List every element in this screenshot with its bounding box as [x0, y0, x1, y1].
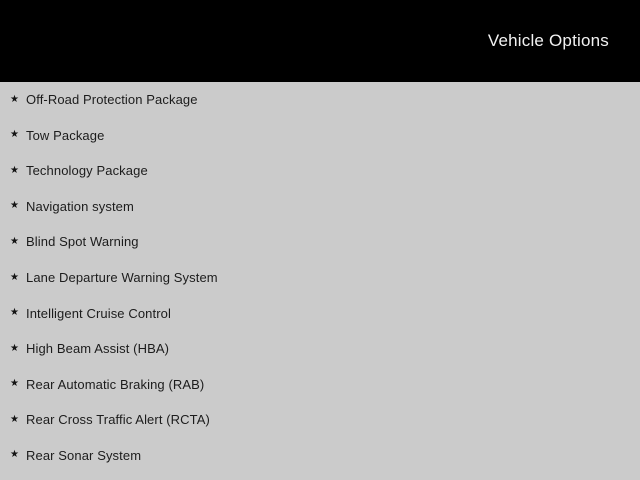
vehicle-options-list — [0, 82, 640, 473]
option-label: Navigation system — [26, 198, 134, 214]
option-label: High Beam Assist (HBA) — [26, 341, 170, 357]
list-item — [0, 118, 640, 154]
list-item — [0, 295, 640, 331]
star-bullet-icon: ★ — [10, 235, 19, 247]
option-label: Rear Sonar System — [26, 447, 142, 463]
star-bullet-icon: ★ — [10, 342, 19, 354]
list-item — [0, 402, 640, 438]
list-item — [0, 331, 640, 367]
list-item — [0, 189, 640, 225]
star-bullet-icon: ★ — [10, 93, 19, 105]
option-label: Off-Road Protection Package — [26, 92, 198, 108]
option-label: Intelligent Cruise Control — [26, 305, 171, 321]
option-label: Blind Spot Warning — [26, 234, 139, 250]
option-label: Rear Automatic Braking (RAB) — [26, 376, 205, 392]
star-bullet-icon: ★ — [10, 164, 19, 176]
header-bar — [0, 0, 640, 82]
page-title: Vehicle Options — [487, 31, 609, 50]
list-item — [0, 153, 640, 189]
option-label: Rear Cross Traffic Alert (RCTA) — [26, 412, 210, 428]
list-item — [0, 260, 640, 296]
list-item — [0, 437, 640, 473]
star-bullet-icon: ★ — [10, 129, 19, 141]
star-bullet-icon: ★ — [10, 413, 19, 425]
option-label: Lane Departure Warning System — [26, 270, 218, 285]
list-item — [0, 366, 640, 402]
star-bullet-icon: ★ — [10, 378, 19, 390]
star-bullet-icon: ★ — [10, 271, 19, 283]
star-bullet-icon: ★ — [10, 200, 19, 212]
list-item — [0, 82, 640, 118]
star-bullet-icon: ★ — [10, 307, 19, 319]
star-bullet-icon: ★ — [10, 449, 19, 461]
list-item — [0, 224, 640, 260]
option-label: Technology Package — [26, 163, 148, 179]
option-label: Tow Package — [26, 127, 105, 143]
